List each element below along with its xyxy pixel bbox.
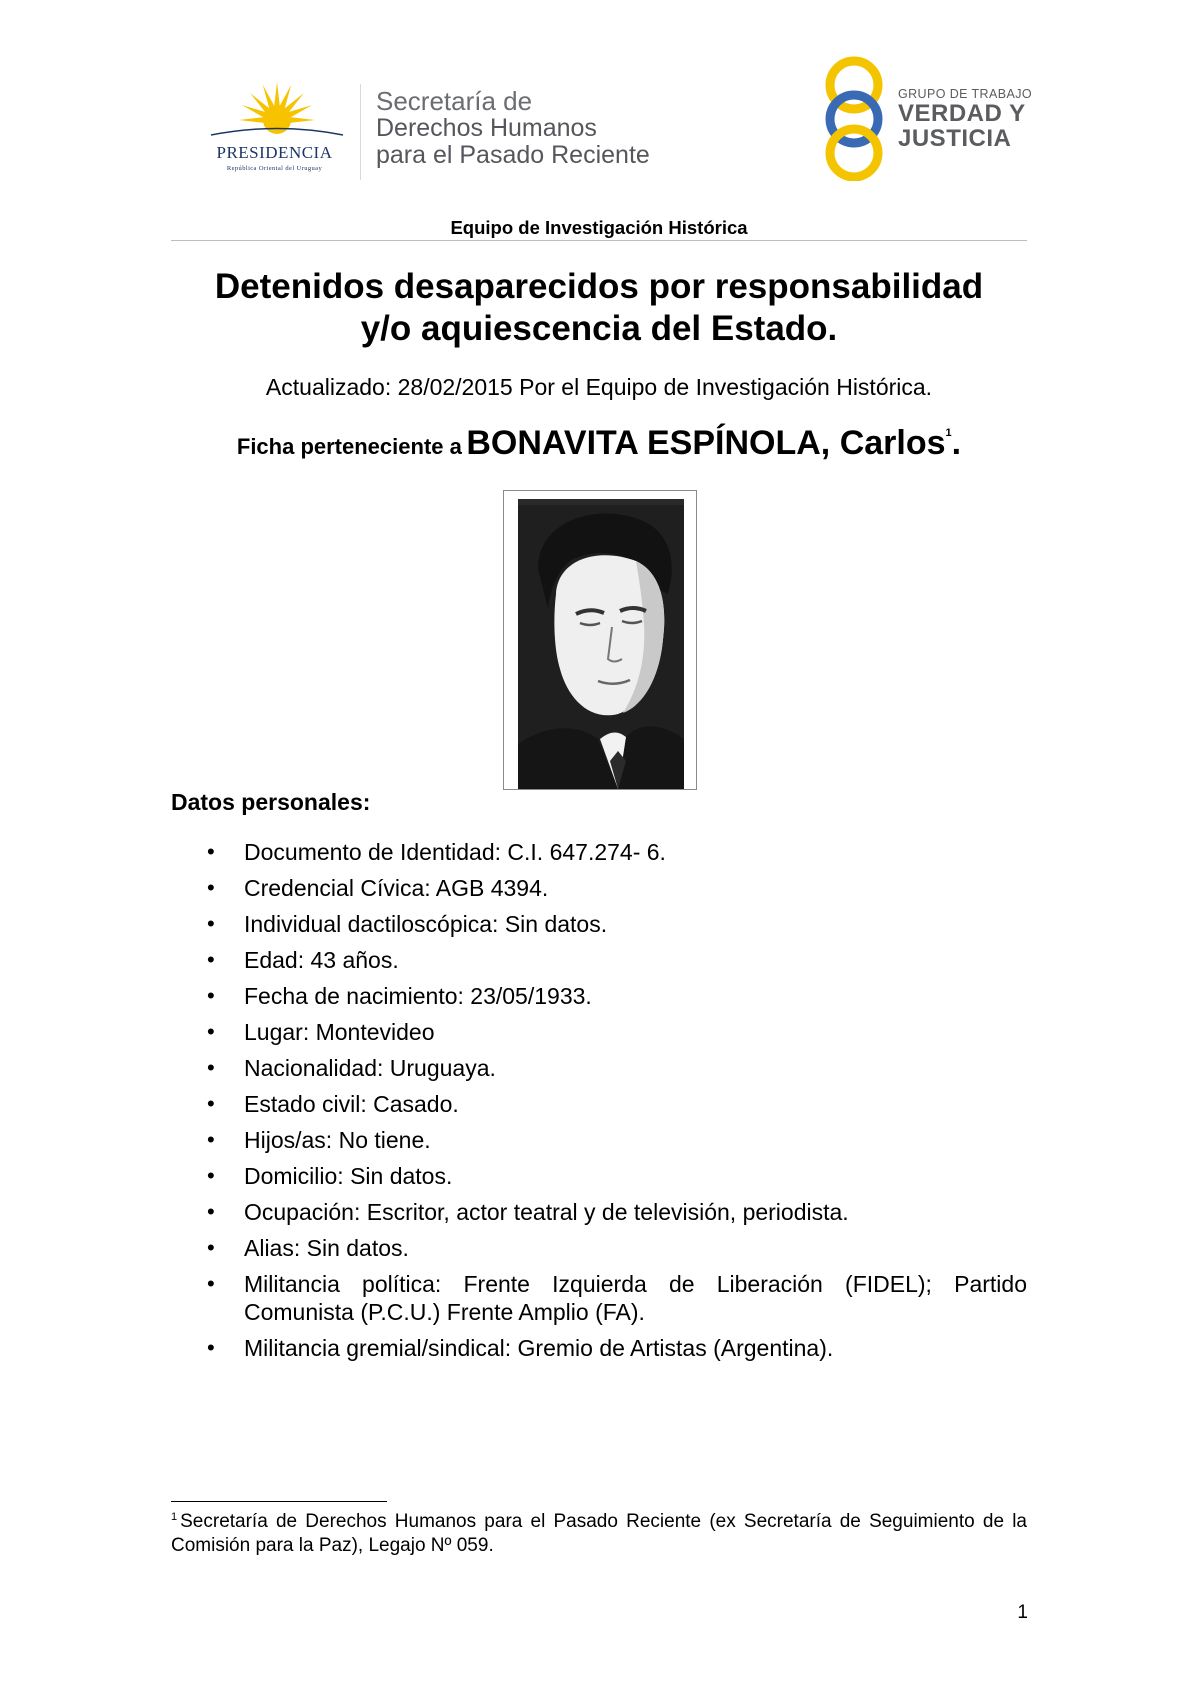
list-item: • Militancia política: Frente Izquierda de Liberación (FIDEL); Partido Comunista (P.C.U.) Frente Amplio (FA). bbox=[171, 1270, 1027, 1326]
personal-data-heading: Datos personales: bbox=[171, 789, 371, 815]
updated-line: Actualizado: 28/02/2015 Por el Equipo de Investigación Histórica. bbox=[265, 374, 933, 400]
list-item: • Nacionalidad: Uruguaya. bbox=[171, 1054, 1027, 1082]
title-line-2: y/o aquiescencia del Estado. bbox=[360, 309, 838, 348]
list-item: • Domicilio: Sin datos. bbox=[171, 1162, 1027, 1190]
vyj-line-1: VERDAD Y bbox=[898, 100, 1026, 127]
header-divider bbox=[360, 84, 361, 180]
footnote-reference[interactable]: 1 bbox=[945, 427, 952, 439]
list-item: • Militancia gremial/sindical: Gremio de Artistas (Argentina). bbox=[171, 1334, 1027, 1362]
verdad-justicia-wordmark bbox=[898, 87, 1032, 151]
ficha-prefix: Ficha perteneciente a bbox=[236, 434, 462, 459]
list-item: • Lugar: Montevideo bbox=[171, 1018, 1027, 1046]
list-item: • Edad: 43 años. bbox=[171, 946, 1027, 974]
personal-data-list bbox=[171, 838, 1027, 1370]
vyj-line-2: JUSTICIA bbox=[898, 125, 1012, 152]
portrait-image bbox=[518, 499, 684, 789]
secretaria-line-3: para el Pasado Reciente bbox=[376, 141, 650, 169]
list-item: • Estado civil: Casado. bbox=[171, 1090, 1027, 1118]
title-line-1: Detenidos desaparecidos por responsabilidad bbox=[214, 267, 984, 306]
list-item: • Credencial Cívica: AGB 4394. bbox=[171, 874, 1027, 902]
list-item: • Alias: Sin datos. bbox=[171, 1234, 1027, 1262]
list-item: • Fecha de nacimiento: 23/05/1933. bbox=[171, 982, 1027, 1010]
secretaria-line-2: Derechos Humanos bbox=[376, 114, 597, 142]
page-title bbox=[171, 266, 1027, 350]
grupo-label: GRUPO DE TRABAJO bbox=[898, 87, 1032, 101]
presidencia-wordmark bbox=[197, 144, 352, 172]
presidencia-subtitle: República Oriental del Uruguay bbox=[226, 165, 323, 172]
list-item: • Hijos/as: No tiene. bbox=[171, 1126, 1027, 1154]
list-item: • Ocupación: Escritor, actor teatral y de televisión, periodista. bbox=[171, 1198, 1027, 1226]
presidencia-title: PRESIDENCIA bbox=[216, 143, 333, 162]
header-rule bbox=[171, 240, 1027, 241]
secretaria-wordmark bbox=[376, 88, 650, 169]
footnote-rule bbox=[171, 1501, 387, 1502]
footnote bbox=[171, 1505, 1027, 1558]
person-name: BONAVITA ESPÍNOLA, Carlos bbox=[466, 424, 946, 462]
secretaria-line-1: Secretaría de bbox=[376, 86, 533, 116]
footnote-text: Secretaría de Derechos Humanos para el Pasado Reciente (ex Secretaría de Seguimiento de la Comisión para la Paz), Legajo Nº 059. bbox=[171, 1511, 1027, 1556]
ficha-line bbox=[171, 424, 1027, 463]
team-header: Equipo de Investigación Histórica bbox=[450, 217, 748, 238]
list-item: • Documento de Identidad: C.I. 647.274- 6. bbox=[171, 838, 1027, 866]
portrait-photo bbox=[503, 490, 697, 790]
list-item: • Individual dactiloscópica: Sin datos. bbox=[171, 910, 1027, 938]
footnote-marker: 1 bbox=[171, 1511, 178, 1523]
ficha-period: . bbox=[951, 424, 962, 462]
page-number: 1 bbox=[1017, 1602, 1028, 1623]
